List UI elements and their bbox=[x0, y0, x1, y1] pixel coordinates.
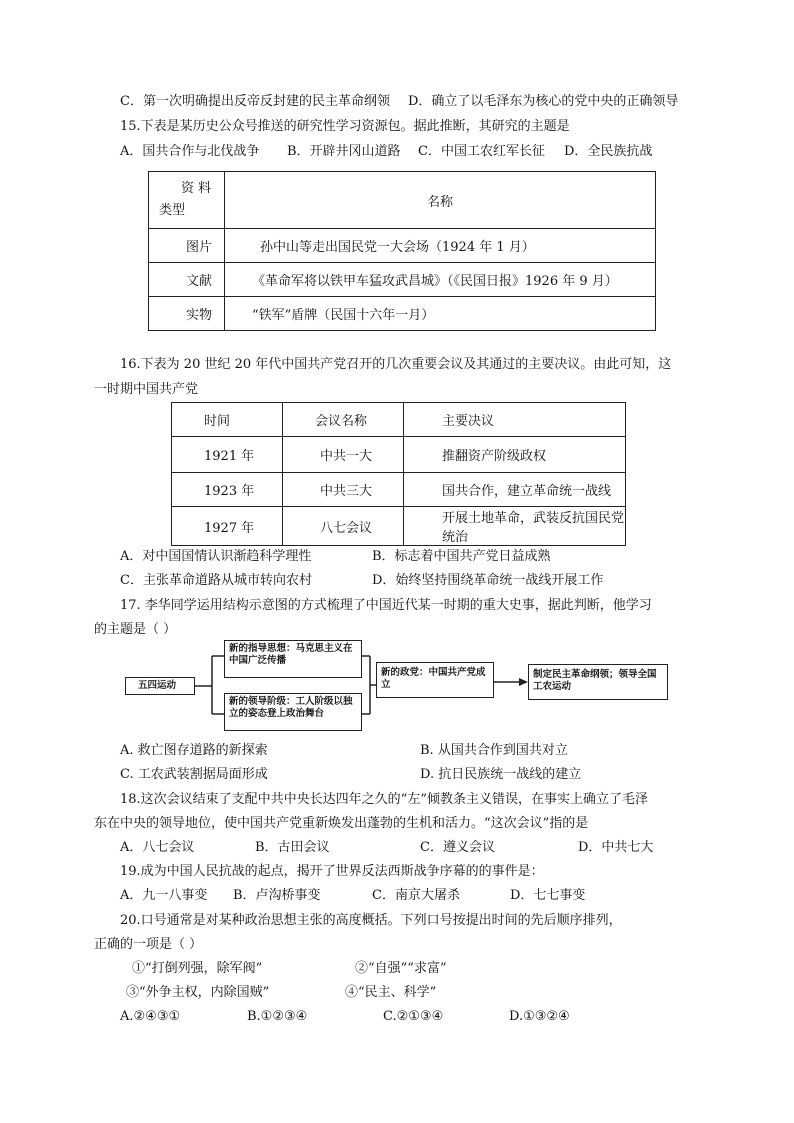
q19-option-a: A．九一八事变 bbox=[120, 888, 208, 903]
q19-option-d: D．七七事变 bbox=[510, 888, 586, 903]
q17-stem-line2: 的主题是（ ） bbox=[94, 622, 177, 637]
q19-option-c: C．南京大屠杀 bbox=[372, 888, 460, 903]
q20-item: ④“民主、科学” bbox=[345, 985, 437, 1000]
q15-row-type: 图片 bbox=[149, 229, 225, 263]
q14-option-c: C．第一次明确提出反帝反封建的民主革命纲领 bbox=[120, 94, 390, 109]
q16-option-b: B．标志着中国共产党日益成熟 bbox=[372, 549, 551, 564]
q16-stem-line1: 16.下表为 20 世纪 20 年代中国共产党召开的几次重要会议及其通过的主要决议。由此可知，这 bbox=[120, 357, 672, 372]
q20-option-a: A.②④③① bbox=[120, 1009, 181, 1024]
q16-header: 会议名称 bbox=[283, 403, 404, 437]
node-new-ideology: 新的指导思想：马克思主义在中国广泛传播 bbox=[224, 640, 362, 678]
q16-cell: 八七会议 bbox=[283, 507, 404, 546]
q15-row-name: 孙中山等走出国民党一大会场（1924 年 1 月） bbox=[225, 229, 656, 263]
q16-cell: 中共三大 bbox=[283, 473, 404, 507]
q16-cell: 1921 年 bbox=[172, 437, 283, 473]
q15-stem: 15.下表是某历史公众号推送的研究性学习资源包。据此推断，其研究的主题是 bbox=[120, 119, 570, 134]
q18-option-a: A．八七会议 bbox=[120, 840, 195, 855]
q15-row-name: “铁军”盾牌（民国十六年一月） bbox=[225, 297, 656, 331]
q16-option-c: C．主张革命道路从城市转向农村 bbox=[120, 573, 312, 588]
q15-option-d: D．全民族抗战 bbox=[564, 144, 653, 159]
q16-stem-line2: 一时期中国共产党 bbox=[94, 382, 199, 397]
q18-option-b: B．古田会议 bbox=[255, 840, 330, 855]
q15-option-a: A．国共合作与北伐战争 bbox=[120, 144, 260, 159]
q17-option-d: D. 抗日民族统一战线的建立 bbox=[420, 767, 582, 782]
q18-stem-line1: 18.这次会议结束了支配中共中央长达四年之久的“左”倾教条主义错误，在事实上确立了毛泽 bbox=[120, 792, 648, 807]
q16-header: 时间 bbox=[172, 403, 283, 437]
q20-stem-line2: 正确的一项是（ ） bbox=[94, 937, 203, 952]
q20-item: ②“自强”“求富” bbox=[355, 961, 447, 976]
q16-cell: 推翻资产阶级政权 bbox=[404, 437, 626, 473]
q16-header: 主要决议 bbox=[404, 403, 626, 437]
q18-stem-line2: 东在中央的领导地位，使中国共产党重新焕发出蓬勃的生机和活力。“这次会议”指的是 bbox=[94, 816, 589, 831]
node-new-leading-class: 新的领导阶级：工人阶级以独立的姿态登上政治舞台 bbox=[224, 693, 362, 731]
q18-option-c: C．遵义会议 bbox=[420, 840, 495, 855]
q15-row-type: 实物 bbox=[149, 297, 225, 331]
q20-item: ③“外争主权，内除国贼” bbox=[126, 985, 270, 1000]
q17-option-b: B. 从国共合作到国共对立 bbox=[420, 743, 568, 758]
node-new-party: 新的政党：中国共产党成立 bbox=[376, 662, 494, 698]
q16-cell: 开展土地革命，武装反抗国民党统治 bbox=[404, 507, 626, 546]
q17-option-a: A. 救亡图存道路的新探索 bbox=[120, 743, 268, 758]
q15-header-type: 资 料 类型 bbox=[149, 172, 225, 229]
q20-option-c: C.②①③④ bbox=[383, 1009, 444, 1024]
arrow-head-icon bbox=[519, 678, 528, 686]
q17-stem-line1: 17. 李华同学运用结构示意图的方式梳理了中国近代某一时期的重大史事，据此判断，他学习 bbox=[120, 598, 652, 613]
node-may-fourth: 五四运动 bbox=[125, 677, 195, 695]
q19-option-b: B．卢沟桥事变 bbox=[233, 888, 321, 903]
q20-item: ①“打倒列强，除军阀” bbox=[132, 961, 263, 976]
q18-option-d: D．中共七大 bbox=[578, 840, 654, 855]
q15-header-name: 名称 bbox=[225, 172, 656, 229]
q20-stem-line1: 20.口号通常是对某种政治思想主张的高度概括。下列口号按提出时间的先后顺序排列， bbox=[120, 913, 622, 928]
q20-option-b: B.①②③④ bbox=[247, 1009, 308, 1024]
node-program: 制定民主革命纲领；领导全国工农运动 bbox=[528, 664, 668, 700]
q15-row-name: 《革命军将以铁甲车猛攻武昌城》（《民国日报》1926 年 9 月） bbox=[225, 263, 656, 297]
q19-stem: 19.成为中国人民抗战的起点，揭开了世界反法西斯战争序幕的的事件是： bbox=[120, 864, 544, 879]
q16-cell: 国共合作，建立革命统一战线 bbox=[404, 473, 626, 507]
q15-option-b: B．开辟井冈山道路 bbox=[287, 144, 401, 159]
q14-option-d: D．确立了以毛泽东为核心的党中央的正确领导 bbox=[408, 94, 679, 109]
q16-option-d: D．始终坚持围绕革命统一战线开展工作 bbox=[372, 573, 604, 588]
q17-option-c: C. 工农武装割据局面形成 bbox=[120, 767, 268, 782]
q16-cell: 1923 年 bbox=[172, 473, 283, 507]
q15-option-c: C．中国工农红军长征 bbox=[418, 144, 545, 159]
q15-row-type: 文献 bbox=[149, 263, 225, 297]
q16-cell: 1927 年 bbox=[172, 507, 283, 546]
q16-option-a: A．对中国国情认识渐趋科学理性 bbox=[120, 549, 312, 564]
q20-option-d: D.①③②④ bbox=[509, 1009, 570, 1024]
q16-cell: 中共一大 bbox=[283, 437, 404, 473]
